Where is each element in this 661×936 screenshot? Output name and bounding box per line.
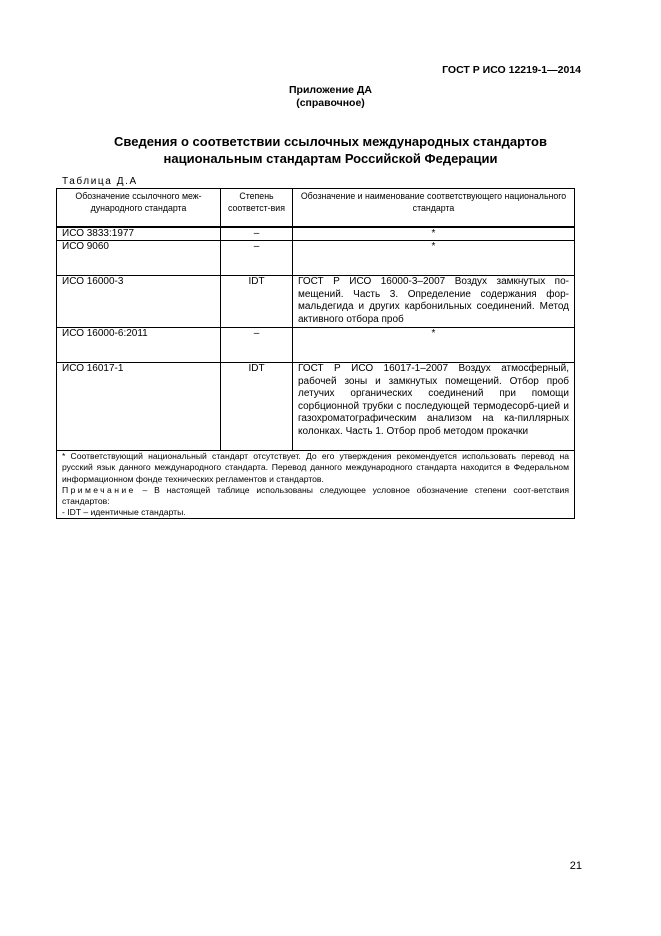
note-item: - IDT – идентичные стандарты. bbox=[62, 507, 186, 518]
note-paragraph bbox=[62, 485, 569, 507]
degree-cell: – bbox=[221, 241, 293, 276]
footnote-text: * Соответствующий национальный стандарт отсутствует. До его утверждения рекомендуется использовать перевод на русский язык данного международного стандарта. Перевод данного международного стандарта находится в Федеральном информационном фонде технических регламентов и стандартов. bbox=[62, 451, 569, 484]
degree-cell: – bbox=[221, 328, 293, 363]
degree-cell: IDT bbox=[221, 363, 293, 451]
national-standard-cell: * bbox=[293, 241, 575, 276]
column-header-degree: Степень соответст-вия bbox=[221, 189, 293, 227]
intl-standard-cell: ИСО 16000-3 bbox=[57, 276, 221, 328]
table-footnote-row bbox=[57, 451, 575, 519]
intl-standard-cell: ИСО 3833:1977 bbox=[57, 227, 221, 241]
document-code-header: ГОСТ Р ИСО 12219-1—2014 bbox=[442, 64, 581, 76]
intl-standard-cell: ИСО 9060 bbox=[57, 241, 221, 276]
table-row bbox=[57, 227, 575, 241]
page-number: 21 bbox=[569, 860, 582, 872]
national-standard-cell: * bbox=[293, 328, 575, 363]
table-row bbox=[57, 363, 575, 451]
section-heading-line2: национальным стандартам Российской Федерации bbox=[163, 151, 498, 166]
table-footnote-cell bbox=[57, 451, 575, 519]
column-header-intl-standard: Обозначение ссылочного меж-дународного стандарта bbox=[57, 189, 221, 227]
appendix-subtitle: (справочное) bbox=[296, 97, 365, 109]
note-text: – В настоящей таблице использованы следующее условное обозначение степени соот-ветствия стандартов: bbox=[62, 484, 569, 506]
degree-cell: IDT bbox=[221, 276, 293, 328]
table-row bbox=[57, 241, 575, 276]
table-row bbox=[57, 328, 575, 363]
intl-standard-cell: ИСО 16017-1 bbox=[57, 363, 221, 451]
national-standard-cell: ГОСТ Р ИСО 16000-3–2007 Воздух замкнутых по-мещений. Часть 3. Определение содержания фор-мальдегида и других карбонильных соединений. Метод активного отбора проб bbox=[293, 276, 575, 328]
appendix-title: Приложение ДА bbox=[289, 84, 372, 96]
column-header-national-standard: Обозначение и наименование соответствующего национального стандарта bbox=[293, 189, 575, 227]
table-row bbox=[57, 276, 575, 328]
intl-standard-cell: ИСО 16000-6:2011 bbox=[57, 328, 221, 363]
degree-cell: – bbox=[221, 227, 293, 241]
correspondence-table bbox=[56, 188, 575, 519]
section-heading-line1: Сведения о соответствии ссылочных международных стандартов bbox=[114, 134, 547, 149]
national-standard-cell: ГОСТ Р ИСО 16017-1–2007 Воздух атмосферный, рабочей зоны и замкнутых помещений. Отбор проб летучих органических соединений при помощи сорбционной трубки с последующей термодесорб-цией и газохроматографическим анализом на ка-пиллярных колонках. Часть 1. Отбор проб методом прокачки bbox=[293, 363, 575, 451]
table-header-row bbox=[57, 189, 575, 227]
national-standard-cell: * bbox=[293, 227, 575, 241]
note-label: Примечание bbox=[62, 484, 136, 495]
table-caption: Таблица Д.А bbox=[62, 176, 138, 187]
